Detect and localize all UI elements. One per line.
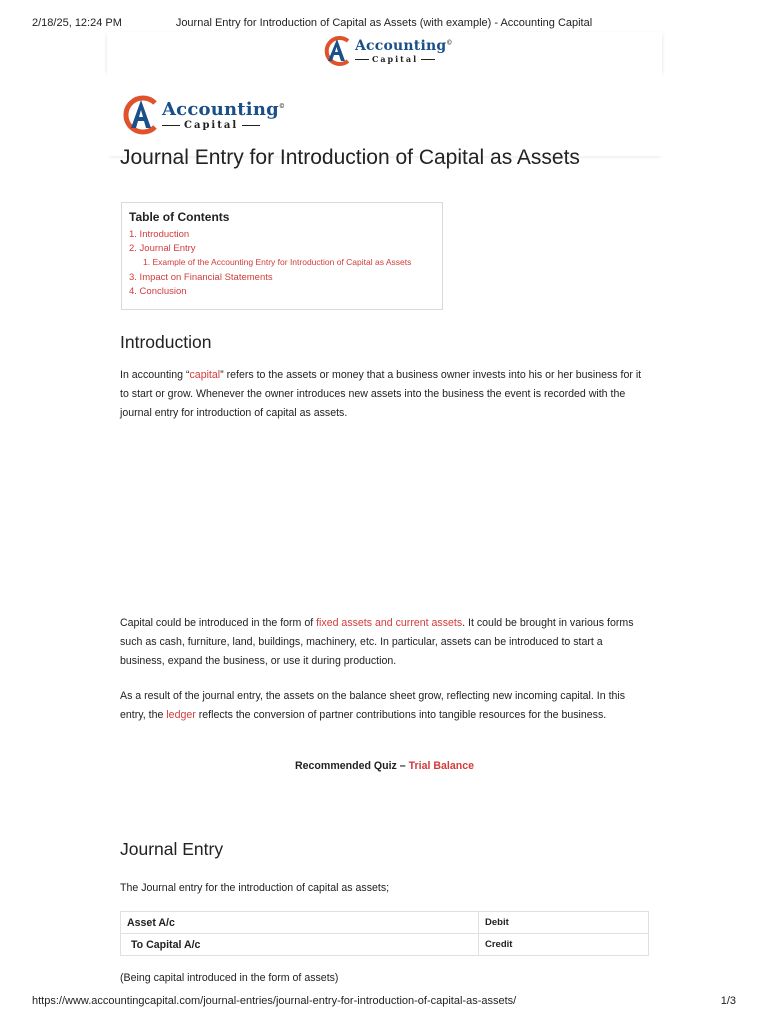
site-logo-small[interactable] [321, 34, 453, 68]
toc-item-example[interactable]: 1. Example of the Accounting Entry for Introduction of Capital as Assets [143, 257, 412, 267]
capital-forms-paragraph: Capital could be introduced in the form of fixed assets and current assets. It could be brought in various forms such as cash, furniture, land, buildings, machinery, etc. In particular, assets can be introduced to start a business, expand the business, or use it during production. [120, 617, 634, 667]
capital-link[interactable]: capital [189, 369, 221, 381]
fixed-current-assets-link[interactable]: fixed assets and current assets [316, 617, 463, 629]
logo-brand-text: Accounting© [162, 99, 286, 120]
logo-sub-text: Capital [184, 120, 239, 131]
print-footer [0, 995, 768, 1009]
toc-item-journal-entry[interactable]: 2. Journal Entry [129, 243, 196, 254]
journal-narration: (Being capital introduced in the form of assets) [120, 972, 339, 984]
print-page-title: Journal Entry for Introduction of Capital as Assets (with example) - Accounting Capital [175, 17, 593, 29]
print-page-number: 1/3 [720, 995, 736, 1007]
print-datetime: 2/18/25, 12:24 PM [32, 17, 122, 29]
article-container [107, 72, 662, 992]
ledger-link[interactable]: ledger [166, 709, 196, 721]
logo-brand-text: Accounting© [355, 38, 453, 54]
recommended-quiz: Recommended Quiz – Trial Balance [295, 760, 474, 772]
site-logo[interactable] [121, 94, 285, 136]
journal-lead-text: The Journal entry for the introduction of capital as assets; [120, 882, 390, 894]
article-title: Journal Entry for Introduction of Capital as Assets [120, 146, 580, 169]
account-cell: Asset A/c [121, 912, 479, 934]
intro-paragraph: In accounting “capital” refers to the assets or money that a business owner invests into his or her business for it to start or grow. Whenever the owner introduces new assets into the business the event is recorded with the journal entry for introduction of capital as assets. [120, 369, 642, 419]
toc-title: Table of Contents [129, 210, 230, 224]
toc-item-impact[interactable]: 3. Impact on Financial Statements [129, 272, 273, 283]
logo-sub-text: Capital [372, 54, 419, 64]
section-heading-introduction: Introduction [120, 332, 212, 352]
toc-item-conclusion[interactable]: 4. Conclusion [129, 286, 187, 297]
logo-mark-icon [321, 34, 353, 68]
logo-mark-icon [121, 94, 161, 136]
table-of-contents [121, 202, 443, 310]
toc-item-introduction[interactable]: 1. Introduction [129, 229, 190, 240]
table-row [121, 912, 649, 934]
side-cell: Credit [479, 934, 649, 956]
side-cell: Debit [479, 912, 649, 934]
journal-entry-table [120, 911, 649, 956]
section-heading-journal-entry: Journal Entry [120, 839, 224, 859]
account-cell: To Capital A/c [121, 934, 479, 956]
print-url: https://www.accountingcapital.com/journal-entries/journal-entry-for-introduction-of-capital-as-assets/ [32, 995, 517, 1007]
sticky-header [107, 32, 662, 72]
print-header [0, 17, 768, 31]
trial-balance-link[interactable]: Trial Balance [408, 760, 474, 772]
table-row [121, 934, 649, 956]
balance-sheet-paragraph: As a result of the journal entry, the assets on the balance sheet grow, reflecting new incoming capital. In this entry, the ledger reflects the conversion of partner contributions into tangible resources for the business. [120, 690, 626, 721]
